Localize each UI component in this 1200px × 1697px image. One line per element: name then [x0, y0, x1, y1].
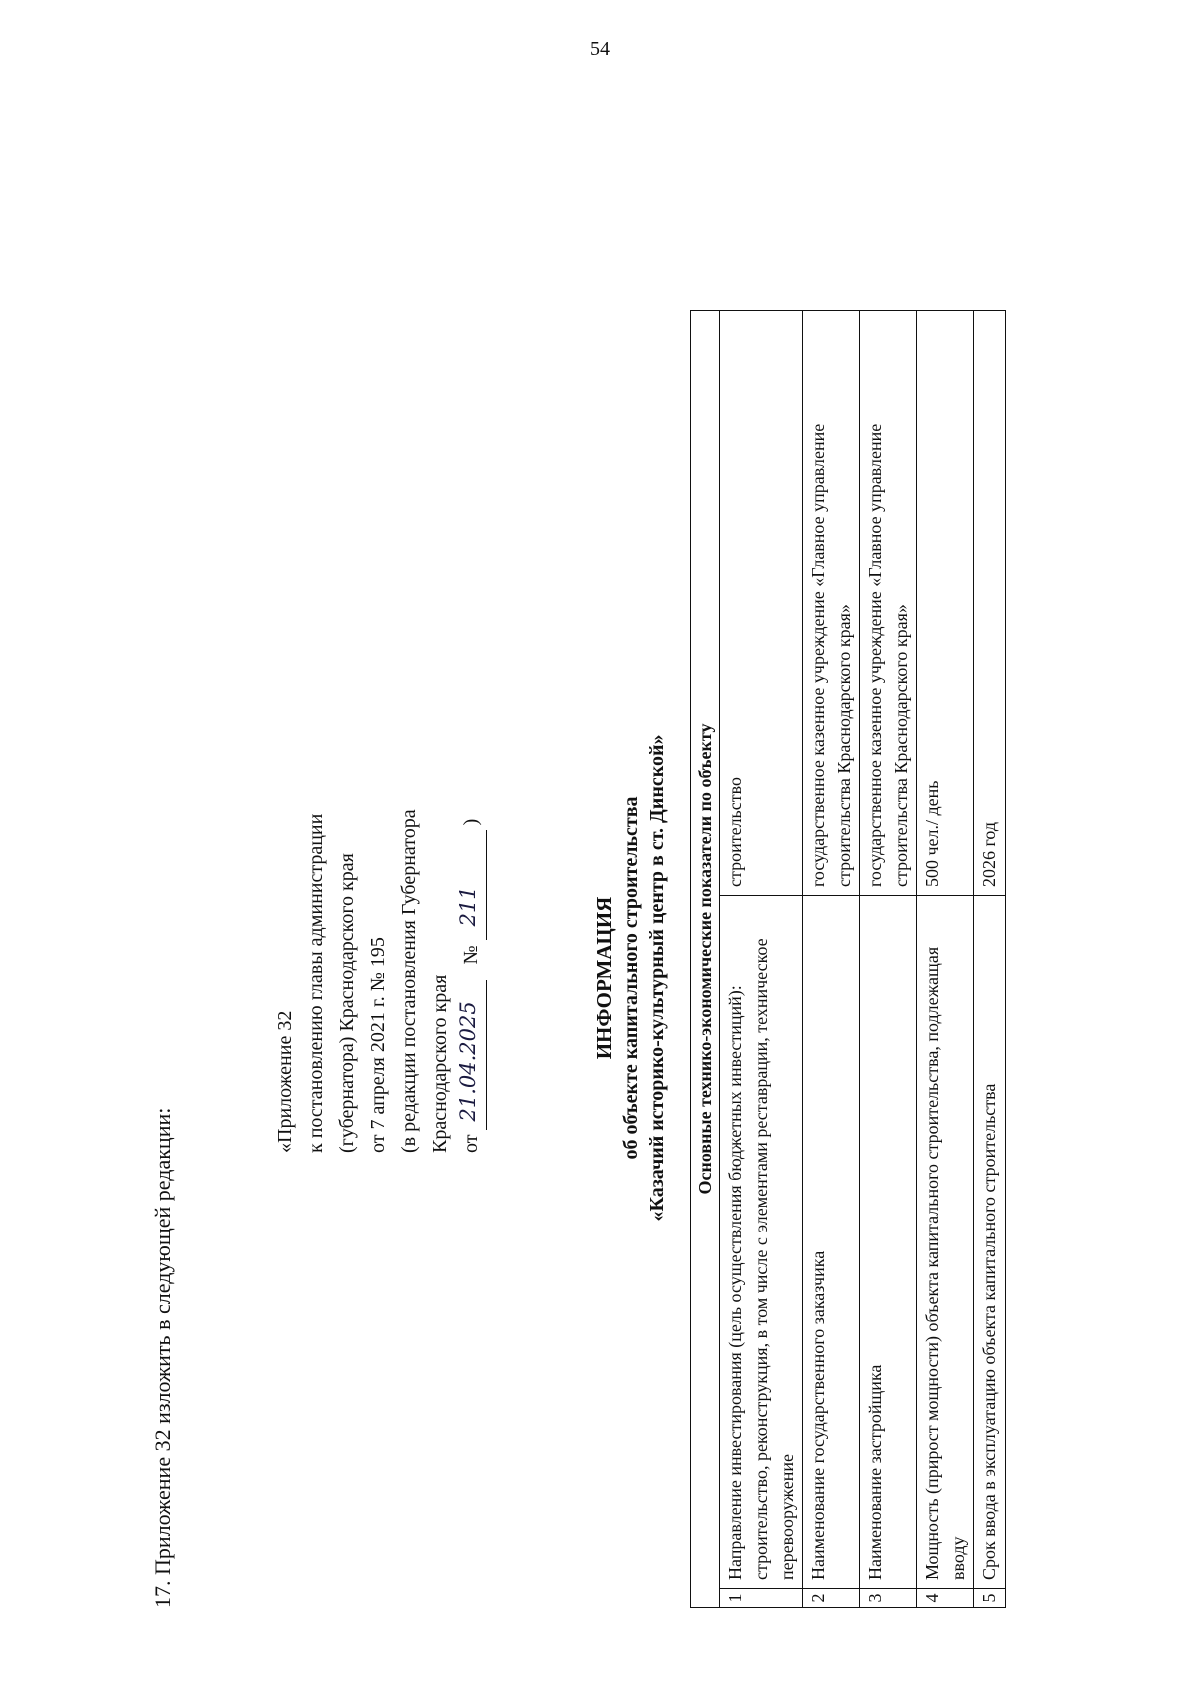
- handwritten-number: 211: [456, 886, 480, 927]
- stamp-line: Краснодарского края: [429, 974, 451, 1153]
- row-value: 500 чел./ день: [917, 311, 974, 896]
- row-label: Мощность (прирост мощности) объекта капитального строительства, подлежащая вводу: [917, 896, 974, 1589]
- table-row: [917, 311, 974, 1608]
- from-label: от: [460, 1134, 482, 1153]
- number-label: №: [460, 945, 482, 965]
- table-row: [720, 311, 803, 1608]
- row-number: 1: [720, 1589, 803, 1608]
- row-value: государственное казенное учреждение «Главное управление строительства Краснодарского края»: [803, 311, 860, 896]
- row-label: Направление инвестирования (цель осуществления бюджетных инвестиций): строительство, реконструкция, в том числе с элементами реставрации, техническое перевооружение: [720, 896, 803, 1589]
- row-value: 2026 год: [974, 311, 1006, 896]
- document-title: ИНФОРМАЦИЯ: [592, 896, 616, 1060]
- table-header: Основные технико-экономические показатели по объекту: [691, 311, 720, 1608]
- row-number: 4: [917, 1589, 974, 1608]
- document-heading: [590, 678, 670, 1278]
- row-number: 5: [974, 1589, 1006, 1608]
- stamp-line: от 7 апреля 2021 г. № 195: [367, 937, 389, 1153]
- row-label: Наименование застройщика: [860, 896, 917, 1589]
- number-blank: [456, 830, 487, 940]
- date-blank: [456, 980, 487, 1130]
- stamp-date-line: [456, 633, 487, 1153]
- intro-paragraph: 17. Приложение 32 изложить в следующей редакции:: [150, 1107, 175, 1608]
- stamp-line: «Приложение 32: [274, 1010, 296, 1153]
- row-value: государственное казенное учреждение «Главное управление строительства Краснодарского края»: [860, 311, 917, 896]
- object-name: «Казачий историко-культурный центр в ст. Динской»: [646, 734, 668, 1222]
- table-row: [860, 311, 917, 1608]
- row-label: Срок ввода в эксплуатацию объекта капитального строительства: [974, 896, 1006, 1589]
- appendix-stamp: [270, 633, 487, 1153]
- close-paren: ): [460, 818, 482, 826]
- stamp-line: к постановлению главы администрации: [305, 813, 327, 1153]
- table-row: [803, 311, 860, 1608]
- table-row: [974, 311, 1006, 1608]
- handwritten-date: 21.04.2025: [456, 1001, 480, 1122]
- row-number: 2: [803, 1589, 860, 1608]
- row-label: Наименование государственного заказчика: [803, 896, 860, 1589]
- stamp-line: (губернатора) Краснодарского края: [336, 853, 358, 1153]
- document-subtitle: об объекте капитального строительства: [620, 796, 642, 1160]
- row-number: 3: [860, 1589, 917, 1608]
- row-value: строительство: [720, 311, 803, 896]
- table-header-row: [691, 311, 720, 1608]
- rotated-page-content: [150, 268, 1170, 1608]
- stamp-line: (в редакции постановления Губернатора: [398, 809, 420, 1153]
- page-number: 54: [590, 38, 610, 60]
- indicators-table: [690, 310, 1006, 1608]
